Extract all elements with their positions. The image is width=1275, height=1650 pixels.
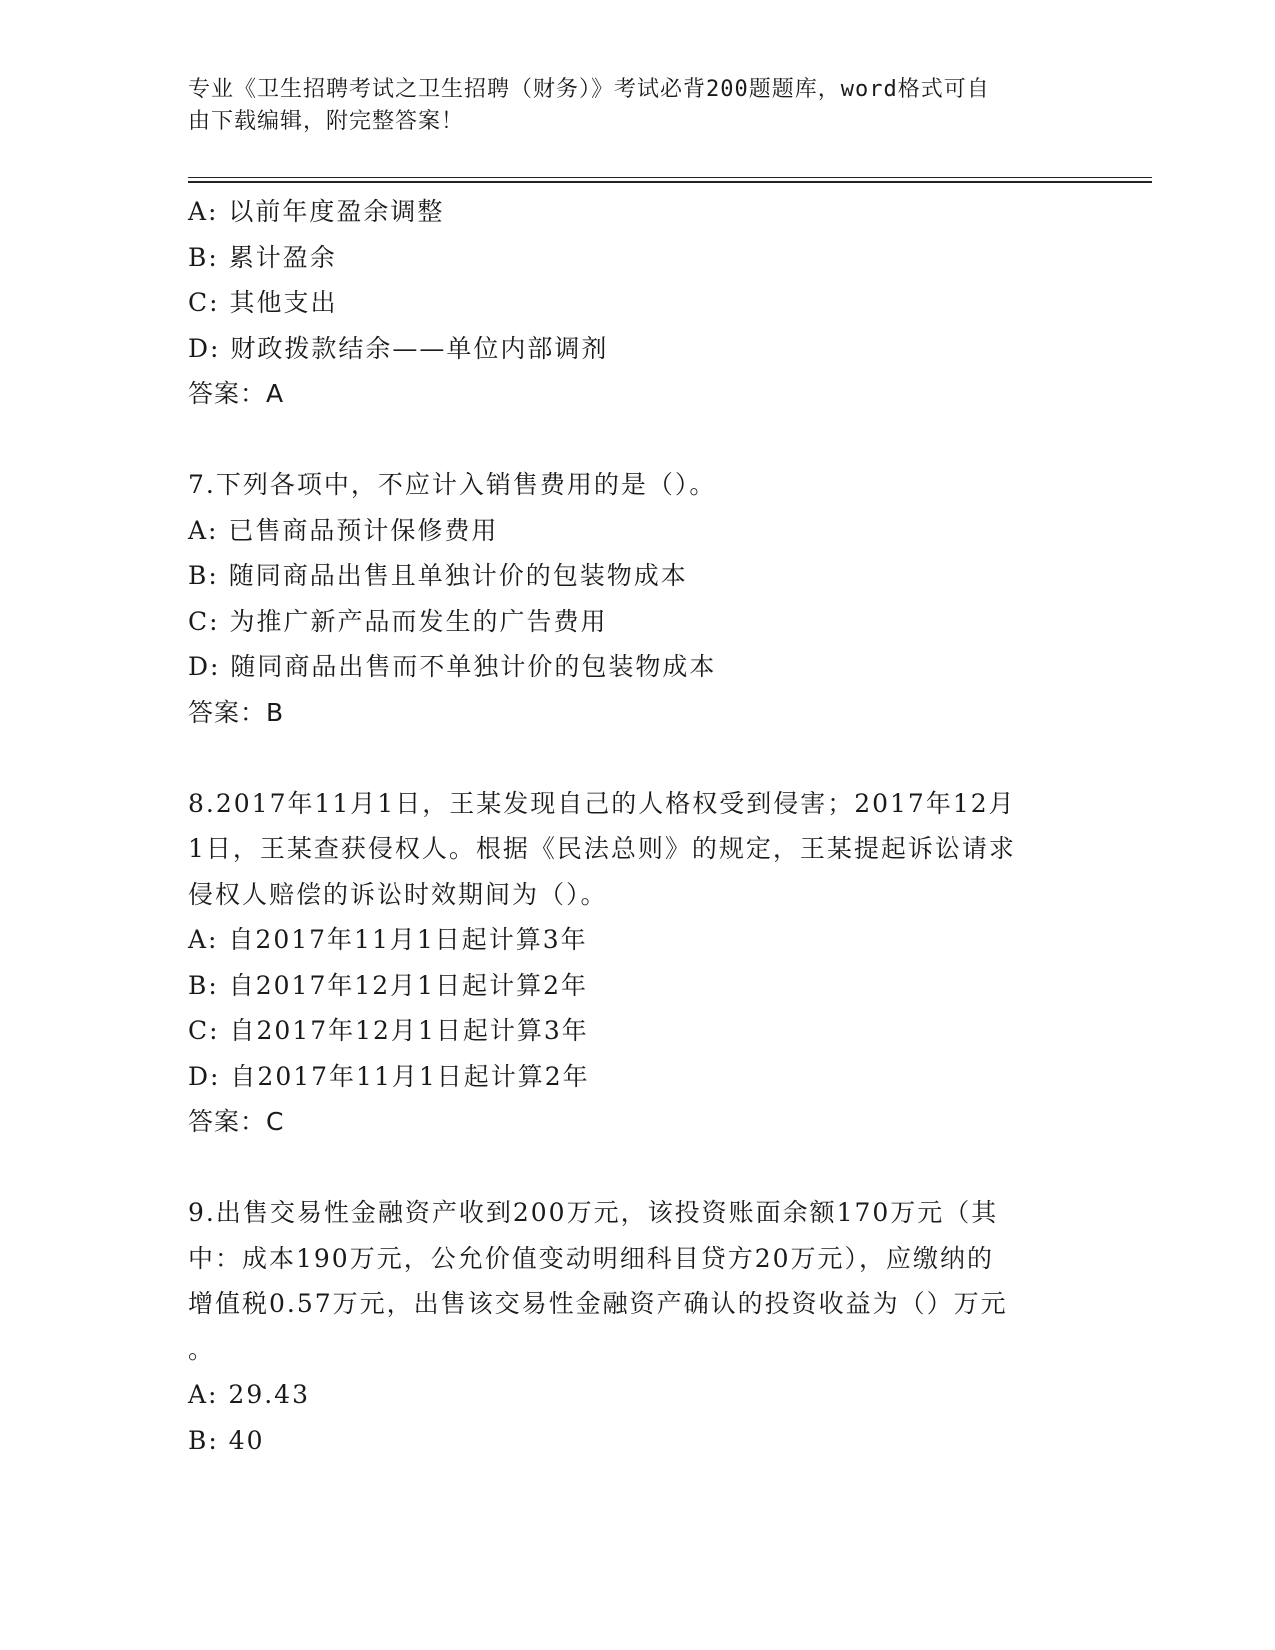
header-divider-thick: [188, 181, 1152, 183]
document-header: [188, 74, 1068, 138]
option-d: D: 自2017年11月1日起计算2年: [188, 1061, 590, 1091]
option-a: A: 已售商品预计保修费用: [188, 515, 499, 545]
option-d: D: 财政拨款结余——单位内部调剂: [188, 333, 609, 363]
spacer: [188, 417, 1088, 463]
header-line-2: 由下载编辑，附完整答案！: [188, 109, 465, 134]
question-stem-line-3: 侵权人赔偿的诉讼时效期间为（）。: [188, 879, 608, 909]
answer: 答案：C: [188, 1107, 285, 1136]
question-stem-line-4: 。: [188, 1334, 216, 1364]
option-b: B: 累计盈余: [188, 242, 337, 272]
question-stem-line-2: 1日，王某查获侵权人。根据《民法总则》的规定，王某提起诉讼请求: [188, 834, 1016, 863]
question-9: [188, 1190, 1088, 1463]
question-stem-line-3: 增值税0.57万元，出售该交易性金融资产确认的投资收益为（）万元: [188, 1289, 1008, 1318]
option-b: B: 随同商品出售且单独计价的包装物成本: [188, 561, 688, 590]
option-b: B: 40: [188, 1425, 265, 1455]
header-divider-thin: [188, 177, 1152, 178]
option-a: A: 以前年度盈余调整: [188, 197, 445, 226]
question-6: [188, 189, 1088, 417]
header-line-1: 专业《卫生招聘考试之卫生招聘（财务）》考试必背200题题库，word格式可自: [188, 77, 990, 102]
question-stem-line-1: 9.出售交易性金融资产收到200万元，该投资账面余额170万元（其: [188, 1198, 999, 1227]
question-7: [188, 462, 1088, 735]
answer: 答案：A: [188, 379, 285, 408]
question-stem: 7.下列各项中，不应计入销售费用的是（）。: [188, 470, 717, 499]
option-d: D: 随同商品出售而不单独计价的包装物成本: [188, 652, 717, 681]
answer: 答案：B: [188, 697, 285, 727]
question-list: [188, 189, 1088, 1463]
option-a: A: 29.43: [188, 1380, 310, 1409]
question-stem-line-2: 中：成本190万元，公允价值变动明细科目贷方20万元），应缴纳的: [188, 1243, 995, 1273]
option-b: B: 自2017年12月1日起计算2年: [188, 970, 588, 1000]
option-c: C: 自2017年12月1日起计算3年: [188, 1016, 589, 1045]
option-c: C: 其他支出: [188, 288, 338, 317]
question-8: [188, 781, 1088, 1145]
question-stem-line-1: 8.2017年11月1日，王某发现自己的人格权受到侵害；2017年12月: [188, 788, 1016, 818]
spacer: [188, 1145, 1088, 1191]
option-a: A: 自2017年11月1日起计算3年: [188, 925, 588, 954]
spacer: [188, 735, 1088, 781]
option-c: C: 为推广新产品而发生的广告费用: [188, 606, 608, 636]
